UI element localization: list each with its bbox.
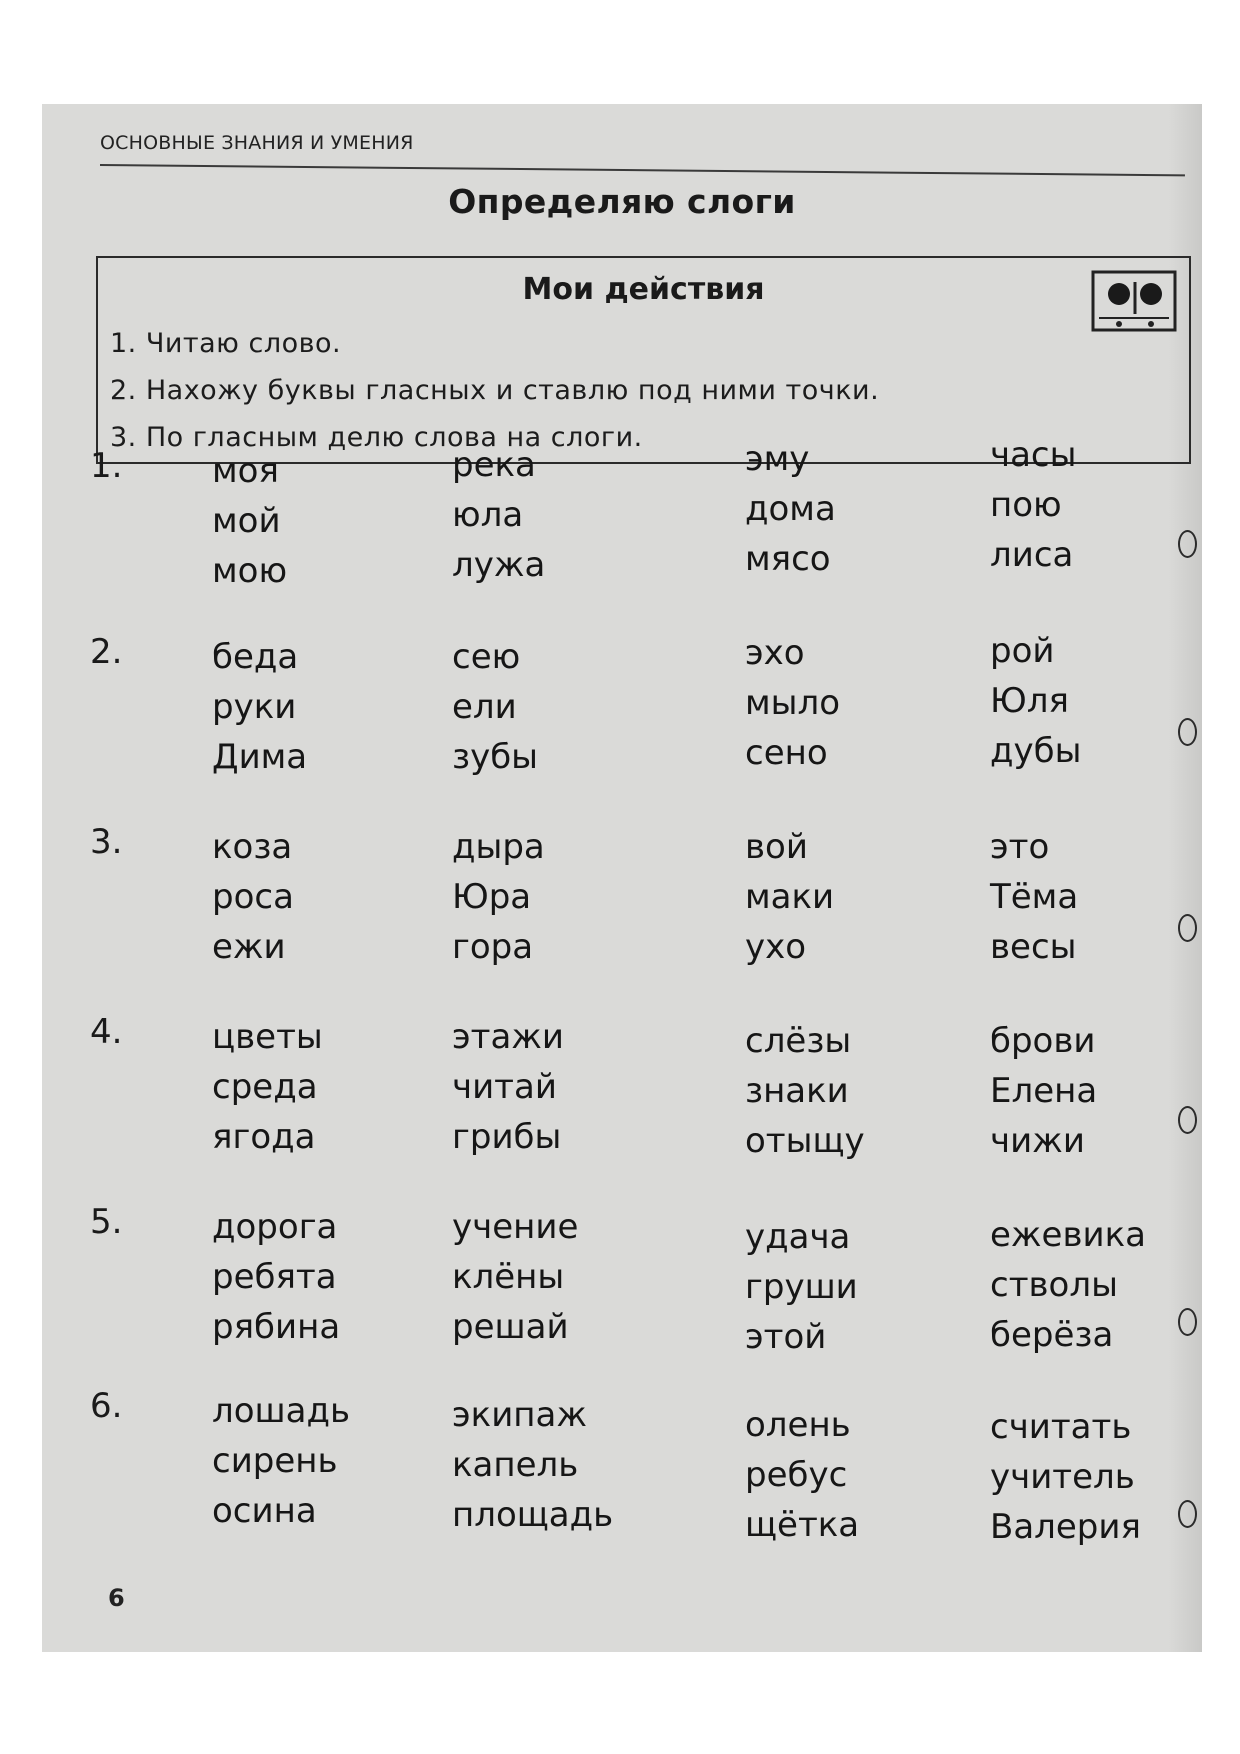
word: сирень: [212, 1441, 338, 1481]
word: решай: [452, 1307, 569, 1347]
word: беда: [212, 637, 299, 677]
word: экипаж: [452, 1395, 587, 1435]
word: среда: [212, 1067, 318, 1107]
word: эму: [745, 439, 810, 479]
word-column-2: [452, 822, 545, 972]
exercise-number: 4.: [90, 1012, 123, 1052]
header-rule: [100, 164, 1185, 176]
word: ели: [452, 687, 517, 727]
word: Валерия: [990, 1507, 1141, 1547]
two-vowel-dots-icon: [1091, 270, 1177, 332]
word-column-2: [452, 1012, 564, 1162]
word: сено: [745, 733, 828, 773]
word: коза: [212, 827, 293, 867]
word: весы: [990, 927, 1077, 967]
word: лошадь: [212, 1391, 351, 1431]
step-item: 1. Читаю слово.: [110, 328, 342, 359]
word: удача: [745, 1217, 851, 1257]
word: Елена: [990, 1071, 1098, 1111]
word: отыщу: [745, 1121, 865, 1161]
word-column-2: [452, 1202, 578, 1352]
self-check-circle[interactable]: [1178, 914, 1197, 942]
exercise-number: 2.: [90, 632, 123, 672]
word: Юра: [452, 877, 532, 917]
word: руки: [212, 687, 297, 727]
word-column-2: [452, 1390, 613, 1540]
word-column-4: [990, 430, 1076, 580]
word-column-1: [212, 822, 294, 972]
word-column-4: [990, 822, 1078, 972]
word: этой: [745, 1317, 827, 1357]
word: грибы: [452, 1117, 562, 1157]
word-column-4: [990, 626, 1081, 776]
word: дома: [745, 489, 836, 529]
word: зубы: [452, 737, 539, 777]
word: гора: [452, 927, 534, 967]
word-column-3: [745, 628, 840, 778]
word-column-3: [745, 1400, 859, 1550]
word-column-1: [212, 1386, 350, 1536]
running-head: ОСНОВНЫЕ ЗНАНИЯ И УМЕНИЯ: [100, 132, 414, 154]
word-column-3: [745, 822, 834, 972]
page-number: 6: [108, 1584, 125, 1612]
word: лужа: [452, 545, 546, 585]
lesson-title: Определяю слоги: [448, 182, 796, 221]
word: рой: [990, 631, 1055, 671]
word: роса: [212, 877, 294, 917]
word: сею: [452, 637, 521, 677]
word: юла: [452, 495, 524, 535]
word: мою: [212, 551, 288, 591]
word: лиса: [990, 535, 1074, 575]
word: дыра: [452, 827, 545, 867]
word-column-3: [745, 434, 836, 584]
word: мыло: [745, 683, 841, 723]
word: ребус: [745, 1455, 848, 1495]
word-column-4: [990, 1402, 1141, 1552]
word: стволы: [990, 1265, 1118, 1305]
word-column-1: [212, 1012, 323, 1162]
word: эхо: [745, 633, 805, 673]
word: ежевика: [990, 1215, 1146, 1255]
word: моя: [212, 451, 279, 491]
exercise-number: 5.: [90, 1202, 123, 1242]
word: берёза: [990, 1315, 1114, 1355]
word: знаки: [745, 1071, 849, 1111]
word: это: [990, 827, 1050, 867]
self-check-circle[interactable]: [1178, 718, 1197, 746]
word-column-1: [212, 632, 307, 782]
word: дорога: [212, 1207, 338, 1247]
word: осина: [212, 1491, 317, 1531]
book-page: [42, 104, 1202, 1652]
word: брови: [990, 1021, 1096, 1061]
word-column-2: [452, 632, 538, 782]
word: этажи: [452, 1017, 565, 1057]
word: ухо: [745, 927, 807, 967]
word: капель: [452, 1445, 579, 1485]
word: цветы: [212, 1017, 323, 1057]
word: щётка: [745, 1505, 860, 1545]
word: читай: [452, 1067, 557, 1107]
word: считать: [990, 1407, 1132, 1447]
word: рябина: [212, 1307, 341, 1347]
self-check-circle[interactable]: [1178, 530, 1197, 558]
word: пою: [990, 485, 1062, 525]
word: ягода: [212, 1117, 316, 1157]
word-column-3: [745, 1016, 865, 1166]
word: площадь: [452, 1495, 614, 1535]
word: слёзы: [745, 1021, 852, 1061]
word: груши: [745, 1267, 858, 1307]
word: Тёма: [990, 877, 1079, 917]
word: вой: [745, 827, 808, 867]
word-column-4: [990, 1016, 1097, 1166]
word: часы: [990, 435, 1077, 475]
word: клёны: [452, 1257, 565, 1297]
word-column-1: [212, 446, 287, 596]
word-column-3: [745, 1212, 858, 1362]
word: ребята: [212, 1257, 337, 1297]
steps-title: Мои действия: [522, 272, 765, 307]
self-check-circle[interactable]: [1178, 1500, 1197, 1528]
word: мясо: [745, 539, 831, 579]
word: олень: [745, 1405, 851, 1445]
word-column-1: [212, 1202, 340, 1352]
word: река: [452, 445, 536, 485]
word: Дима: [212, 737, 308, 777]
word: мой: [212, 501, 281, 541]
self-check-circle[interactable]: [1178, 1308, 1197, 1336]
word: чижи: [990, 1121, 1085, 1161]
word: маки: [745, 877, 835, 917]
exercise-number: 1.: [90, 446, 123, 486]
word: Юля: [990, 681, 1069, 721]
word: учение: [452, 1207, 579, 1247]
word: ежи: [212, 927, 286, 967]
word: дубы: [990, 731, 1082, 771]
word: учитель: [990, 1457, 1135, 1497]
word-column-2: [452, 440, 545, 590]
exercise-number: 3.: [90, 822, 123, 862]
self-check-circle[interactable]: [1178, 1106, 1197, 1134]
exercise-number: 6.: [90, 1386, 123, 1426]
word-column-4: [990, 1210, 1146, 1360]
step-item: 2. Нахожу буквы гласных и ставлю под ними точки.: [110, 375, 880, 406]
step-item: 3. По гласным делю слова на слоги.: [110, 422, 643, 453]
